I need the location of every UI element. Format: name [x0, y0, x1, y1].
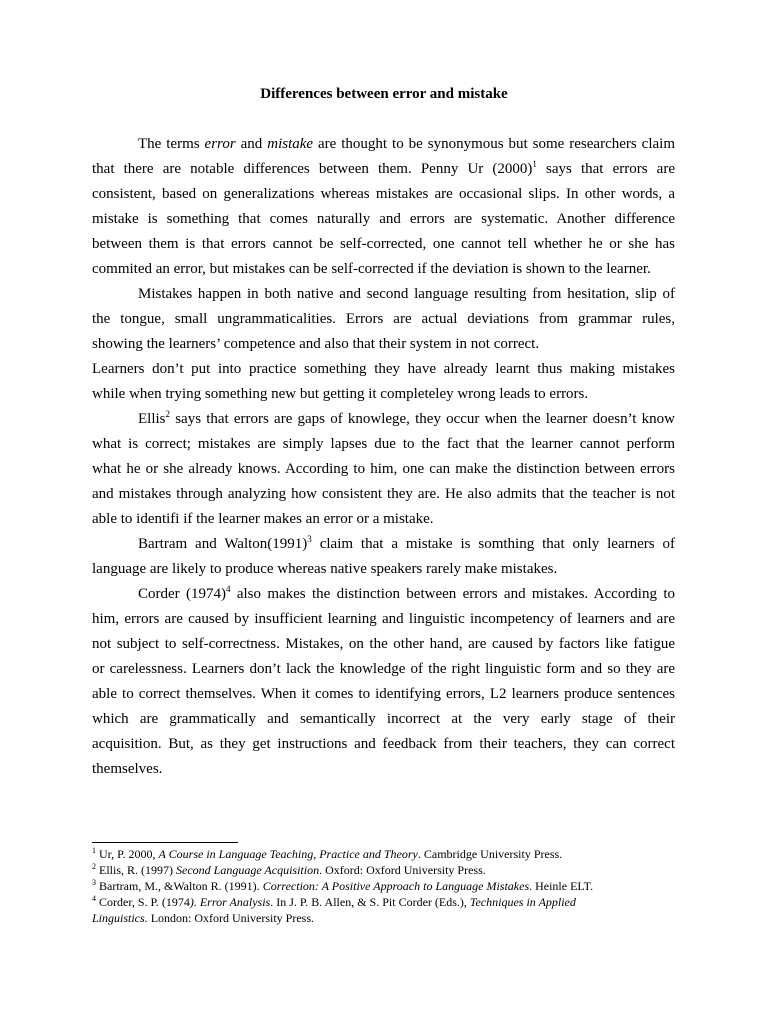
text-run: . Heinle ELT. — [529, 879, 594, 893]
paragraph-4-line-4: and mistakes through analyzing how consistent they are. He also admits that the teacher is not — [92, 486, 675, 502]
footnote-number: 4 — [92, 894, 96, 903]
footnotes — [92, 842, 652, 926]
text-run: that there are notable differences between them. Penny Ur (2000) — [92, 161, 533, 177]
text-run: says that errors are — [536, 161, 675, 177]
paragraph-1-line-6: commited an error, but mistakes can be self-corrected if the deviation is shown to the learner. — [92, 261, 651, 277]
footnote-2 — [92, 862, 652, 878]
citation-title: ). Error Analysis — [189, 895, 271, 909]
footnote-number: 1 — [92, 846, 96, 855]
paragraph-4-line-1 — [92, 407, 675, 432]
paragraph-5-line-2: language are likely to produce whereas native speakers rarely make mistakes. — [92, 561, 558, 577]
citation-title: Correction: A Positive Approach to Language Mistakes — [262, 879, 530, 893]
paragraph-5-line-1 — [92, 532, 675, 557]
footnote-number: 3 — [92, 878, 96, 887]
text-run: . Cambridge University Press. — [417, 847, 563, 861]
paragraph-6-line-4: or carelessness. Learners don’t lack the knowledge of the right linguistic form and so they are — [92, 661, 675, 677]
paragraph-1-line-2 — [92, 157, 675, 182]
text-run: London: Oxford University Press. — [147, 911, 315, 925]
document-body — [92, 132, 675, 782]
document-title: Differences between error and mistake — [260, 86, 508, 102]
paragraph-6-line-1 — [92, 582, 675, 607]
paragraph-1-line-1 — [92, 132, 675, 157]
footnote-4 — [92, 894, 652, 910]
paragraph-6-line-6: which are grammatically and semantically incorrect at the very early stage of their — [92, 711, 675, 727]
footnote-ref-4: 4 — [225, 584, 231, 594]
paragraph-2-line-3: showing the learners’ competence and also that their system in not correct. — [92, 336, 540, 352]
text-run: Ellis, R. (1997) — [96, 863, 176, 877]
footnote-4-continued — [92, 910, 652, 926]
paragraph-4-line-5: able to identifi if the learner makes an error or a mistake. — [92, 511, 434, 527]
paragraph-1-line-5: between them is that errors cannot be self-corrected, one cannot tell whether he or she has — [92, 236, 675, 252]
text-run: are thought to be synonymous but some researchers claim — [313, 136, 675, 152]
citation-title: Second Language Acquisition — [176, 863, 320, 877]
text-run: The terms — [138, 136, 205, 152]
emphasis-mistake: mistake — [267, 136, 314, 152]
text-run: says that errors are gaps of knowlege, they occur when the learner doesn’t know — [170, 411, 675, 427]
paragraph-3-line-2: while when trying something new but getting it completeley wrong leads to errors. — [92, 386, 589, 402]
paragraph-1-line-4: mistake is something that comes naturally and errors are systematic. Another difference — [92, 211, 675, 227]
citation-book-title: Linguistics. — [92, 911, 148, 925]
footnote-ref-1: 1 — [532, 159, 537, 169]
text-run: Bartram and Walton(1991) — [138, 536, 308, 552]
footnote-3 — [92, 878, 652, 894]
paragraph-6-line-2: him, errors are caused by insufficient learning and linguistic incompetency of learners and are — [92, 611, 675, 627]
footnote-ref-2: 2 — [165, 409, 171, 419]
citation-book-title: Techniques in Applied — [469, 895, 576, 909]
paragraph-4-line-2: what is correct; mistakes are simply lapses due to the fact that the learner cannot perform — [92, 436, 675, 452]
text-run: . Oxford: Oxford University Press. — [319, 863, 486, 877]
emphasis-error: error — [204, 136, 236, 152]
footnote-1 — [92, 846, 652, 862]
footnote-separator — [92, 842, 238, 843]
paragraph-4-line-3: what he or she already knows. According to him, one can make the distinction between errors — [92, 461, 675, 477]
text-run: Bartram, M., &Walton R. (1991). — [96, 879, 263, 893]
paragraph-6-line-3: not subject to self-correctness. Mistakes, on the other hand, are caused by factors like fatigue — [92, 636, 675, 652]
text-run: also makes the distinction between errors and mistakes. According to — [230, 586, 675, 602]
paragraph-3-line-1: Learners don’t put into practice something they have already learnt thus making mistakes — [92, 361, 675, 377]
text-run: Ur, P. 2000, — [96, 847, 159, 861]
text-run: and — [235, 136, 268, 152]
paragraph-2-line-1: Mistakes happen in both native and second language resulting from hesitation, slip of — [138, 286, 675, 302]
text-run: Corder, S. P. (1974 — [96, 895, 190, 909]
text-run: claim that a mistake is somthing that only learners of — [311, 536, 675, 552]
paragraph-6-line-7: acquisition. But, as they get instructions and feedback from their teachers, they can correct — [92, 736, 675, 752]
citation-title: A Course in Language Teaching, Practice and Theory — [158, 847, 418, 861]
footnote-number: 2 — [92, 862, 96, 871]
text-run: Corder (1974) — [138, 586, 226, 602]
paragraph-6-line-8: themselves. — [92, 761, 163, 777]
text-run: Ellis — [138, 411, 166, 427]
paragraph-1-line-3: consistent, based on generalizations whereas mistakes are occasional slips. In other words, a — [92, 186, 675, 202]
footnote-ref-3: 3 — [307, 534, 312, 544]
paragraph-2-line-2: the tongue, small ungrammaticalities. Errors are actual deviations from grammar rules, — [92, 311, 675, 327]
paragraph-6-line-5: able to correct themselves. When it comes to identifying errors, L2 learners produce sentences — [92, 686, 675, 702]
text-run: . In J. P. B. Allen, & S. Pit Corder (Eds.), — [270, 895, 470, 909]
